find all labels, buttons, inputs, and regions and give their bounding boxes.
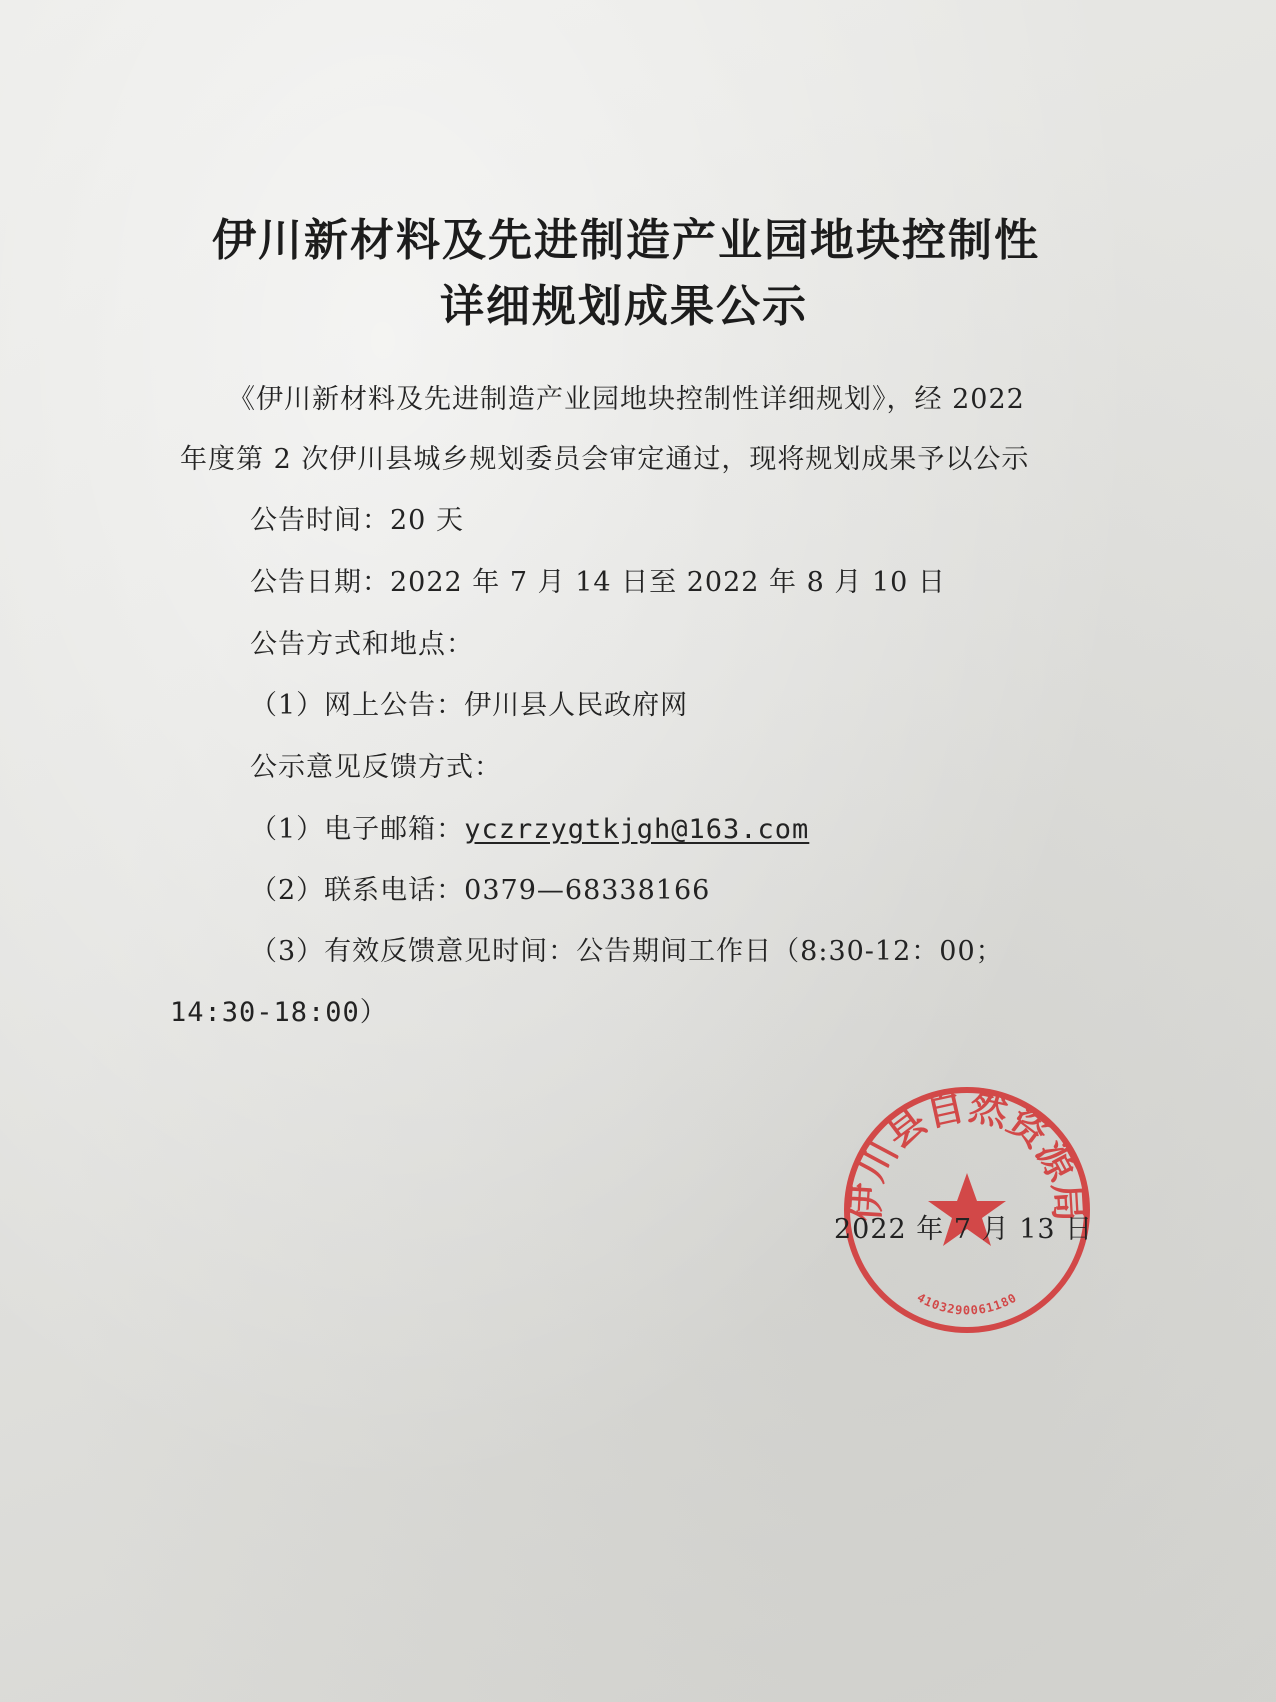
feedback-email-link[interactable]: yczrzygtkjgh@163.com	[464, 814, 810, 845]
notice-dates: 公告日期：2022 年 7 月 14 日至 2022 年 8 月 10 日	[250, 567, 946, 598]
document-title-line-1: 伊川新材料及先进制造产业园地块控制性	[212, 215, 1040, 266]
body-paragraph-line-1: 《伊川新材料及先进制造产业园地块控制性详细规划》，经 2022	[228, 384, 1025, 415]
notice-method-heading: 公告方式和地点：	[250, 629, 474, 660]
feedback-phone: （2）联系电话：0379—68338166	[250, 875, 711, 906]
feedback-heading: 公示意见反馈方式：	[250, 752, 502, 783]
seal-text: 伊川县自然资源局	[843, 1084, 1091, 1223]
feedback-email-label: （1）电子邮箱：	[250, 814, 465, 845]
feedback-hours-line-2: 14:30-18:00）	[170, 997, 388, 1028]
notice-method-online: （1）网上公告：伊川县人民政府网	[250, 690, 689, 721]
seal-code: 4103290061180	[914, 1290, 1020, 1318]
notice-duration: 公告时间：20 天	[250, 505, 464, 536]
body-paragraph-line-2: 年度第 2 次伊川县城乡规划委员会审定通过，现将规划成果予以公示	[180, 444, 1030, 475]
feedback-email-row	[250, 807, 809, 846]
document-title-line-2: 详细规划成果公示	[440, 281, 808, 332]
signature-date: 2022 年 7 月 13 日	[834, 1214, 1094, 1245]
feedback-hours-line-1: （3）有效反馈意见时间：公告期间工作日（8:30-12：00；	[250, 936, 1004, 967]
